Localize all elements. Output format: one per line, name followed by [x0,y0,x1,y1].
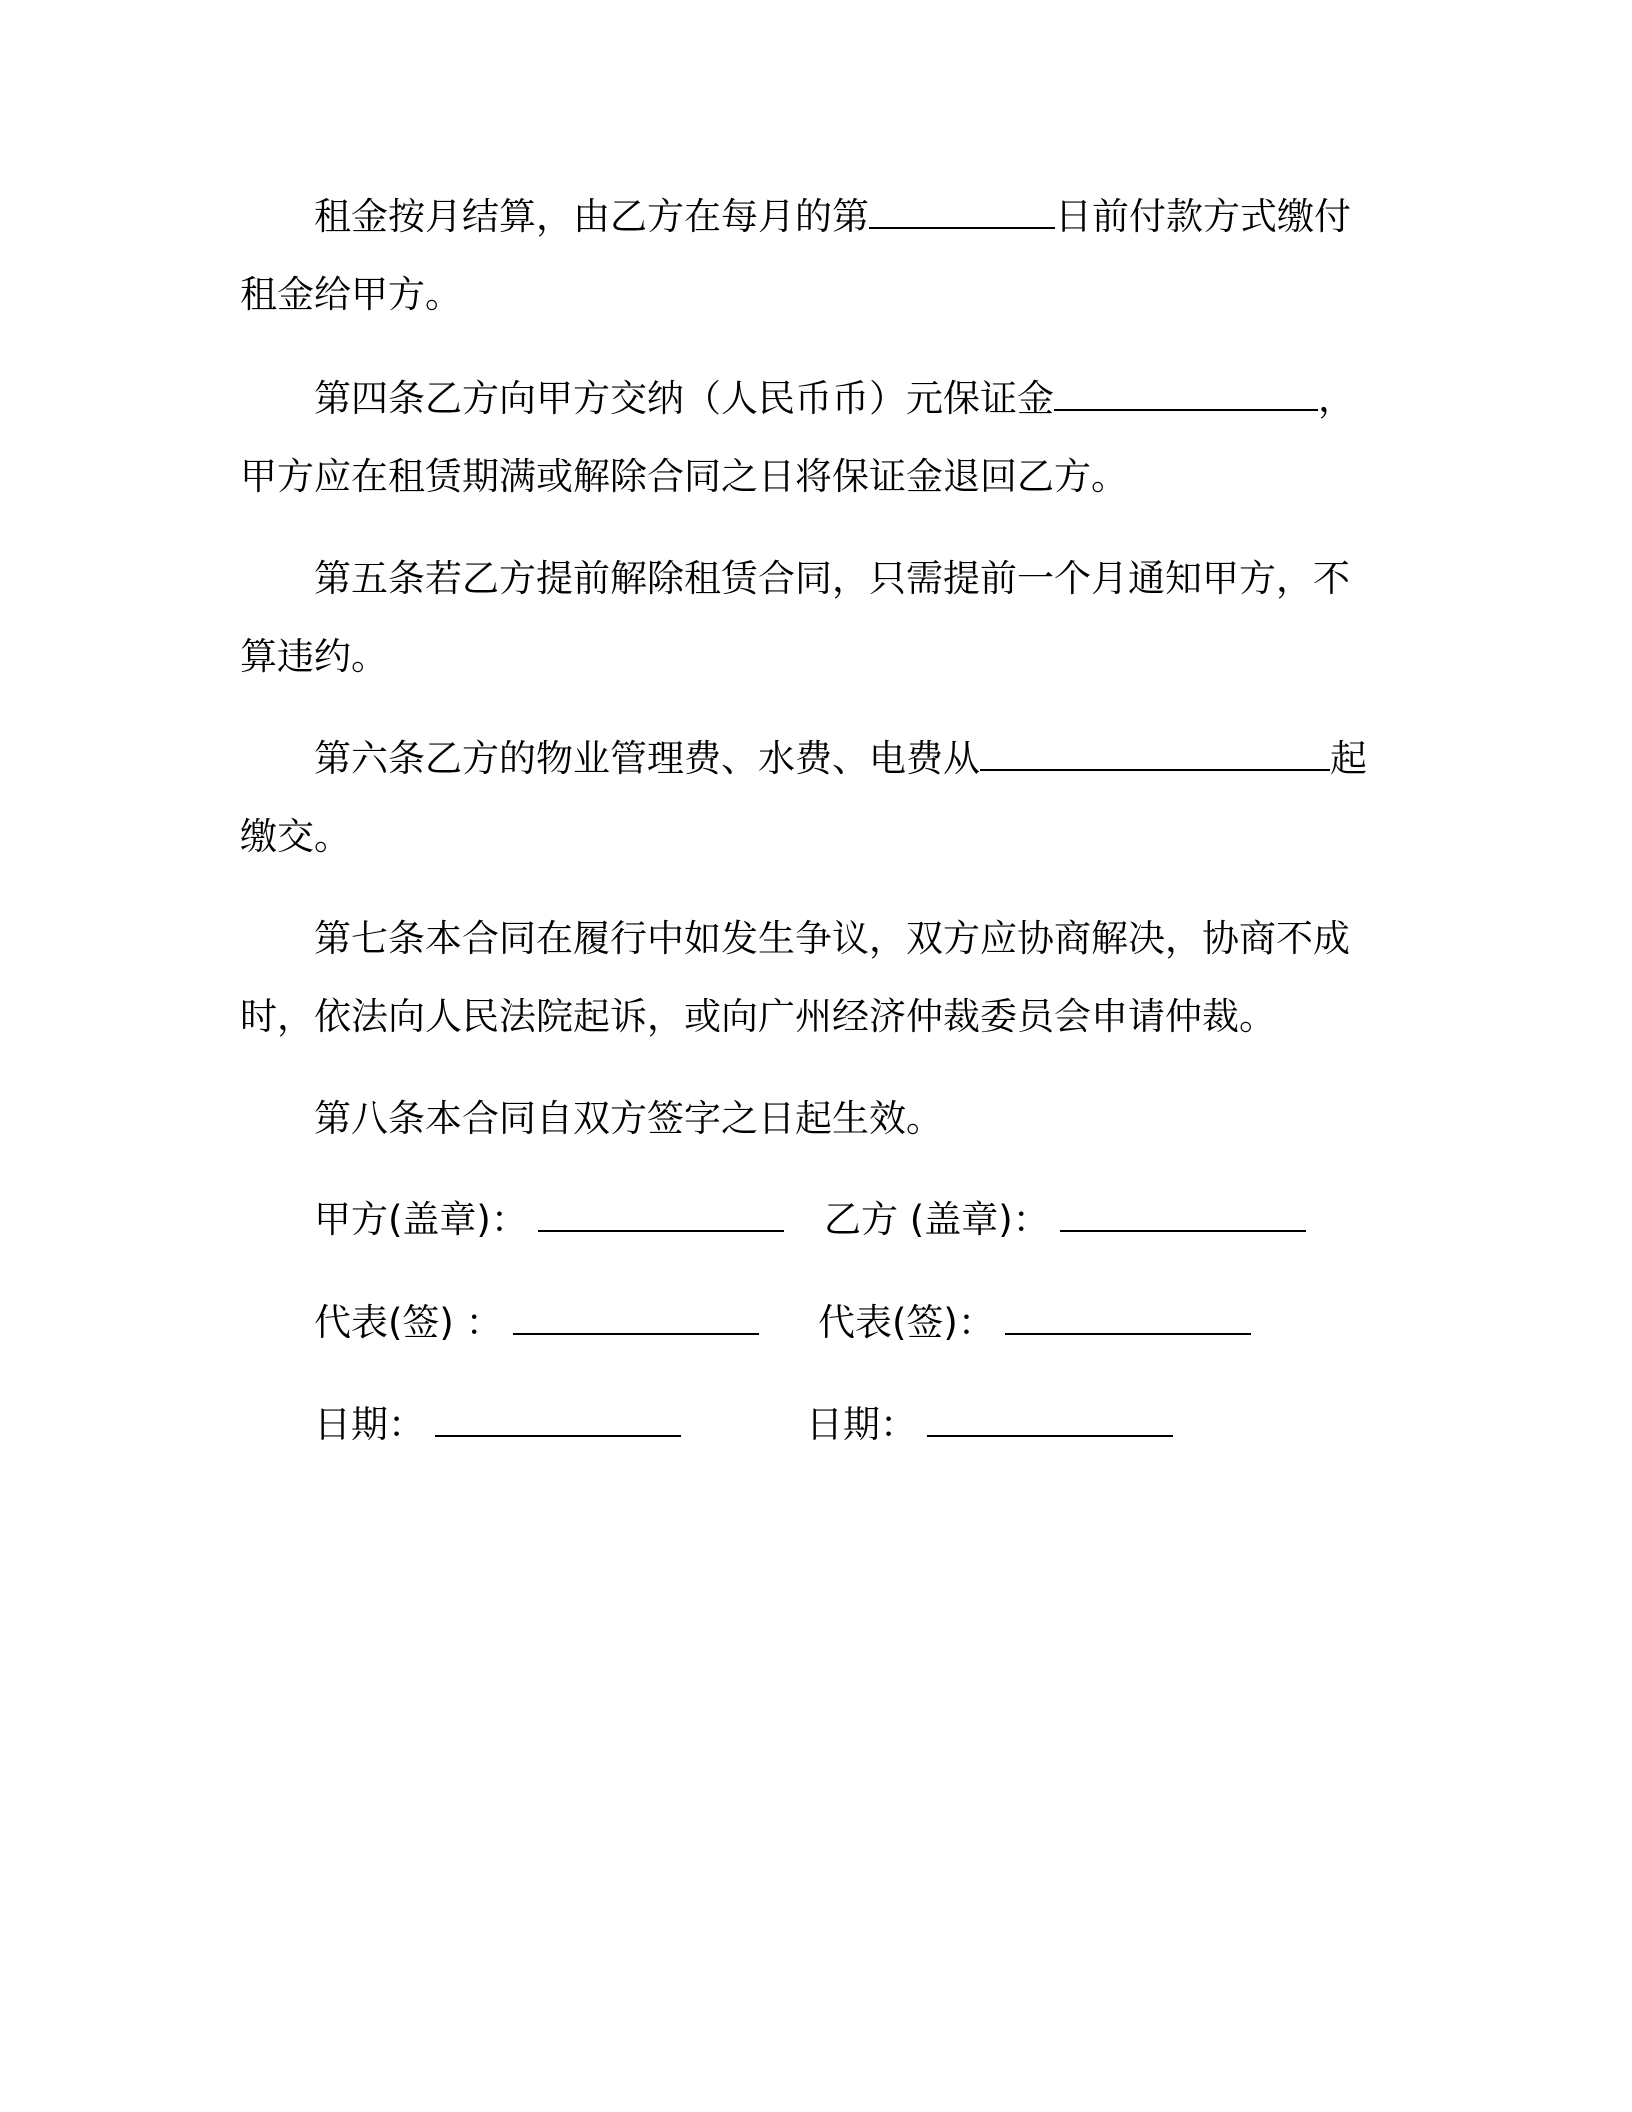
paragraph-article-5 [240,540,1380,696]
paragraph-article-7 [240,900,1380,1056]
party-a-date-label: 日期： [314,1403,425,1446]
party-b-rep-blank [1005,1303,1251,1335]
party-a-rep-blank [513,1303,759,1335]
article-4-text-before: 第四条乙方向甲方交纳（人民币币）元保证金 [314,377,1054,420]
article-5-text: 第五条若乙方提前解除租赁合同，只需提前一个月通知甲方，不算违约。 [240,557,1350,678]
party-b-rep-line [818,1298,1251,1348]
article-6-text-before: 第六条乙方的物业管理费、水费、电费从 [314,737,980,780]
party-b-seal-line [824,1195,1306,1245]
paragraph-rent-payment [240,178,1380,334]
party-a-seal-line [314,1195,784,1245]
article-6-text-after: 起缴交。 [240,737,1367,858]
fee-start-date-blank [980,739,1330,771]
party-b-seal-label: 乙方 (盖章)： [824,1198,1050,1241]
paragraph-article-8 [240,1080,1380,1158]
paragraph-article-6 [240,720,1380,876]
party-b-seal-blank [1060,1200,1306,1232]
article-7-text: 第七条本合同在履行中如发生争议，双方应协商解决，协商不成时，依法向人民法院起诉，或向广州经济仲裁委员会申请仲裁。 [240,917,1350,1038]
party-a-rep-label: 代表(签) ： [314,1301,503,1344]
party-a-rep-line [314,1298,759,1348]
rent-day-blank [869,197,1055,229]
rent-text-before: 租金按月结算，由乙方在每月的第 [314,195,869,238]
party-a-seal-label: 甲方(盖章)： [314,1198,528,1241]
party-b-date-blank [927,1405,1173,1437]
party-a-date-line [314,1400,681,1450]
article-8-text: 第八条本合同自双方签字之日起生效。 [314,1097,943,1140]
deposit-amount-blank [1054,379,1318,411]
party-b-rep-label: 代表(签)： [818,1301,995,1344]
party-a-seal-blank [538,1200,784,1232]
party-b-date-line [806,1400,1173,1450]
rent-text-after: 日前付款方式缴付租金给甲方。 [240,195,1351,316]
party-a-date-blank [435,1405,681,1437]
article-4-text-after: ，甲方应在租赁期满或解除合同之日将保证金退回乙方。 [240,377,1355,498]
paragraph-article-4 [240,360,1380,516]
party-b-date-label: 日期： [806,1403,917,1446]
